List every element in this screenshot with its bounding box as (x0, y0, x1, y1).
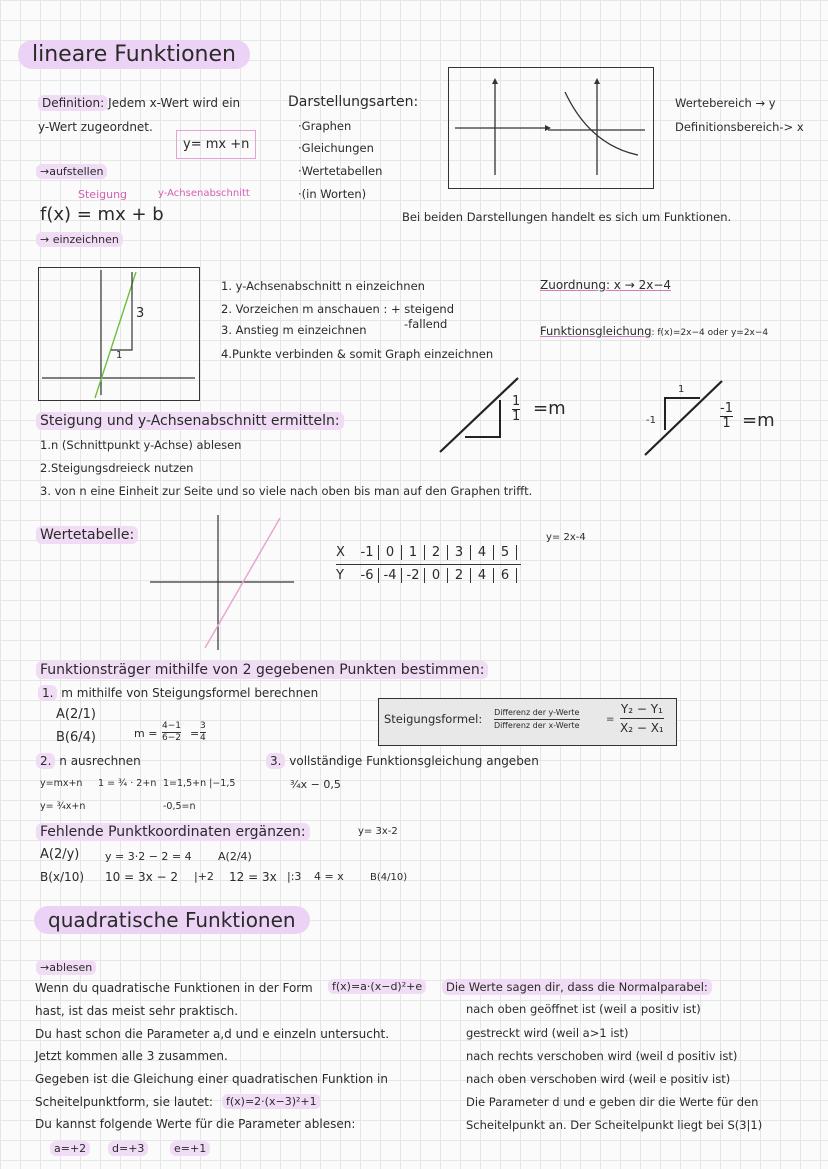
definitionsbereich: Definitionsbereich-> x (675, 120, 804, 134)
table-cell: -1 (356, 545, 379, 560)
funktionsgleichung-value: : f(x)=2x−4 oder y=2x−4 (651, 328, 769, 338)
definition-label: Definition: (38, 95, 108, 111)
n-calc-4: y= ¾x+n (40, 801, 86, 812)
quad-right-2: gestreckt wird (weil a>1 ist) (466, 1026, 629, 1040)
graph1-label-1: 1 (116, 350, 123, 361)
darstellung-title: Darstellungsarten: (288, 94, 419, 110)
darstellung-item: ·Graphen (298, 119, 352, 133)
wertetabelle-title: Wertetabelle: (36, 526, 138, 544)
fehlende-title: Fehlende Punktkoordinaten ergänzen: (36, 823, 310, 841)
step-3: 3. Anstieg m einzeichnen (221, 323, 367, 337)
steigung-step: 2.Steigungsdreieck nutzen (40, 461, 194, 475)
darstellung-item: ·Gleichungen (298, 141, 374, 155)
frac-num: 1 (512, 394, 521, 409)
quad-line-2: hast, ist das meist sehr praktisch. (35, 1004, 239, 1018)
fehlende-2c: |+2 (194, 870, 214, 883)
step-2: 2. Vorzeichen m anschauen : + steigend (221, 302, 455, 316)
n-calc-5: -0,5=n (163, 801, 196, 812)
step-1: 1. y-Achsenabschnitt n einzeichnen (221, 279, 425, 293)
step-full-text: vollständige Funktionsgleichung angeben (289, 754, 539, 768)
param-e: e=+1 (170, 1141, 210, 1156)
fehlende-2b: 10 = 3x − 2 (105, 870, 179, 884)
quad-line-1: Wenn du quadratische Funktionen in der Form (35, 981, 313, 995)
table-row-x (336, 545, 517, 560)
formel-den: Differenz der x-Werte (494, 721, 580, 730)
steigungsformel-words (494, 707, 580, 732)
table-cell: 0 (379, 545, 402, 560)
definition-line2: y-Wert zugeordnet. (38, 120, 153, 134)
steigung-step: 3. von n eine Einheit zur Seite und so viele nach oben bis man auf den Graphen trifft. (40, 484, 533, 498)
quad-right-6: Scheitelpunkt an. Der Scheitelpunkt liegt bei S(3|1) (466, 1118, 763, 1132)
definition-line1: Jedem x-Wert wird ein (108, 96, 241, 110)
fehlende-2d: 12 = 3x (229, 870, 277, 884)
fehlende-1a: A(2/y) (40, 847, 80, 862)
step-full (266, 754, 539, 768)
m-res-den: 4 (200, 733, 206, 743)
quad-right-5: Die Parameter d und e geben dir die Werte für den (466, 1095, 759, 1109)
table-cell: 2 (425, 545, 448, 560)
steigung-title: Steigung und y-Achsenabschnitt ermitteln: (36, 412, 344, 430)
step-n-num: 2. (36, 753, 55, 769)
fehlende-1c: A(2/4) (218, 850, 252, 863)
m-den: 6−2 (162, 733, 181, 743)
step-n-text: n ausrechnen (59, 754, 141, 768)
fehlende-2a: B(x/10) (40, 870, 85, 884)
page-title: lineare Funktionen (18, 40, 250, 69)
point-a: A(2/1) (56, 707, 96, 722)
table-eq: y= 2x-4 (546, 532, 586, 543)
table-y-label: Y (336, 568, 344, 583)
ablesen-label: →ablesen (36, 960, 96, 975)
table-row-y (336, 568, 517, 583)
fx-formula: f(x) = mx + b (40, 204, 164, 225)
table-cell: -6 (356, 568, 379, 583)
step-4: 4.Punkte verbinden & somit Graph einzeichnen (221, 347, 494, 361)
fehlende-1b: y = 3·2 − 2 = 4 (105, 850, 192, 863)
einzeichnen-label: → einzeichnen (36, 232, 123, 247)
darstellung-item: ·Wertetabellen (298, 164, 383, 178)
step-m-text: m mithilfe von Steigungsformel berechnen (61, 686, 319, 700)
m-res-num: 3 (200, 721, 206, 731)
n-calc-3: 1=1,5+n |−1,5 (163, 778, 236, 789)
beide-text: Bei beiden Darstellungen handelt es sich um Funktionen. (402, 210, 732, 224)
quad-right-1: nach oben geöffnet ist (weil a positiv ist) (466, 1002, 701, 1016)
quad-line-3: Du hast schon die Parameter a,d und e einzeln untersucht. (35, 1027, 390, 1041)
m-num: 4−1 (162, 721, 181, 731)
fehlende-2f: 4 = x (314, 870, 344, 883)
m-label: m = (134, 727, 158, 740)
formel-y: Y₂ − Y₁ (620, 702, 663, 716)
triangle2-eq: =m (742, 410, 775, 431)
steigungsformel-label: Steigungsformel: (384, 712, 483, 726)
formel-equals: = (606, 714, 615, 725)
step-m (38, 686, 318, 700)
steigung-step: 1.n (Schnittpunkt y-Achse) ablesen (40, 438, 242, 452)
darstellung-item: ·(in Worten) (298, 187, 367, 201)
quad-title: quadratische Funktionen (34, 906, 310, 934)
quad-right-title: Die Werte sagen dir, dass die Normalparabel: (442, 979, 712, 995)
table-cell: -2 (402, 568, 425, 583)
step-m-num: 1. (38, 685, 57, 701)
table-cell: 5 (494, 545, 517, 560)
table-cell: 1 (402, 545, 425, 560)
table-cell: -4 (379, 568, 402, 583)
aufstellen-label: →aufstellen (36, 164, 107, 179)
quad-right-4: nach oben verschoben wird (weil e positiv ist) (466, 1072, 731, 1086)
table-cell: 3 (448, 545, 471, 560)
fehlende-2g: B(4/10) (370, 872, 408, 883)
table-cell: 4 (471, 568, 494, 583)
param-a: a=+2 (50, 1141, 90, 1156)
zuordnung: Zuordnung: x → 2x−4 (540, 278, 672, 292)
triangle1-eq: =m (533, 398, 566, 419)
step-full-num: 3. (266, 753, 285, 769)
triangle2-top: 1 (678, 384, 685, 395)
funktionstraeger-title: Funktionsträger mithilfe von 2 gegebenen Punkten bestimmen: (36, 661, 488, 679)
yachsen-annotation: y-Achsenabschnitt (158, 188, 250, 199)
quad-line-7: Du kannst folgende Werte für die Parameter ablesen: (35, 1117, 356, 1131)
m-equals: = (190, 727, 200, 740)
quad-line-5: Gegeben ist die Gleichung einer quadratischen Funktion in (35, 1072, 388, 1086)
table-divider (336, 564, 521, 565)
point-b: B(6/4) (56, 730, 96, 745)
frac-den: 1 (720, 416, 733, 431)
quad-line-4: Jetzt kommen alle 3 zusammen. (35, 1049, 228, 1063)
step-2-fallend: -fallend (404, 317, 448, 331)
fehlende-eq: y= 3x-2 (358, 826, 398, 837)
n-calc-2: 1 = ¾ · 2+n (98, 778, 157, 789)
quad-line-6: Scheitelpunktform, sie lautet: (35, 1095, 213, 1109)
quad-right-3: nach rechts verschoben wird (weil d positiv ist) (466, 1049, 738, 1063)
formel-num: Differenz der y-Werte (494, 708, 580, 717)
table-cell: 6 (494, 568, 517, 583)
m-fraction (162, 721, 181, 744)
triangle2-side: -1 (646, 415, 656, 426)
table-cell: 4 (471, 545, 494, 560)
table-cell: 2 (448, 568, 471, 583)
final-eq: ¾x − 0,5 (290, 778, 341, 791)
graph1-label-3: 3 (136, 306, 145, 321)
steigungsformel-symbols (620, 700, 664, 737)
frac-num: -1 (720, 401, 733, 416)
param-d: d=+3 (108, 1141, 148, 1156)
steigung-annotation: Steigung (78, 188, 128, 201)
n-calc-1: y=mx+n (40, 778, 83, 789)
m-result (200, 721, 206, 744)
step-n (36, 754, 141, 768)
quad-form: f(x)=a·(x−d)²+e (328, 979, 426, 994)
quad-example: f(x)=2·(x−3)²+1 (222, 1094, 321, 1109)
table-cell: 0 (425, 568, 448, 583)
frac-den: 1 (512, 409, 521, 424)
table-x-label: X (336, 545, 345, 560)
fehlende-2e: |:3 (287, 870, 302, 883)
formula-box: y= mx +n (176, 130, 256, 159)
formel-x: X₂ − X₁ (620, 718, 664, 737)
funktionsgleichung-label: Funktionsgleichung (540, 324, 652, 338)
wertebereich: Wertebereich → y (675, 96, 776, 110)
